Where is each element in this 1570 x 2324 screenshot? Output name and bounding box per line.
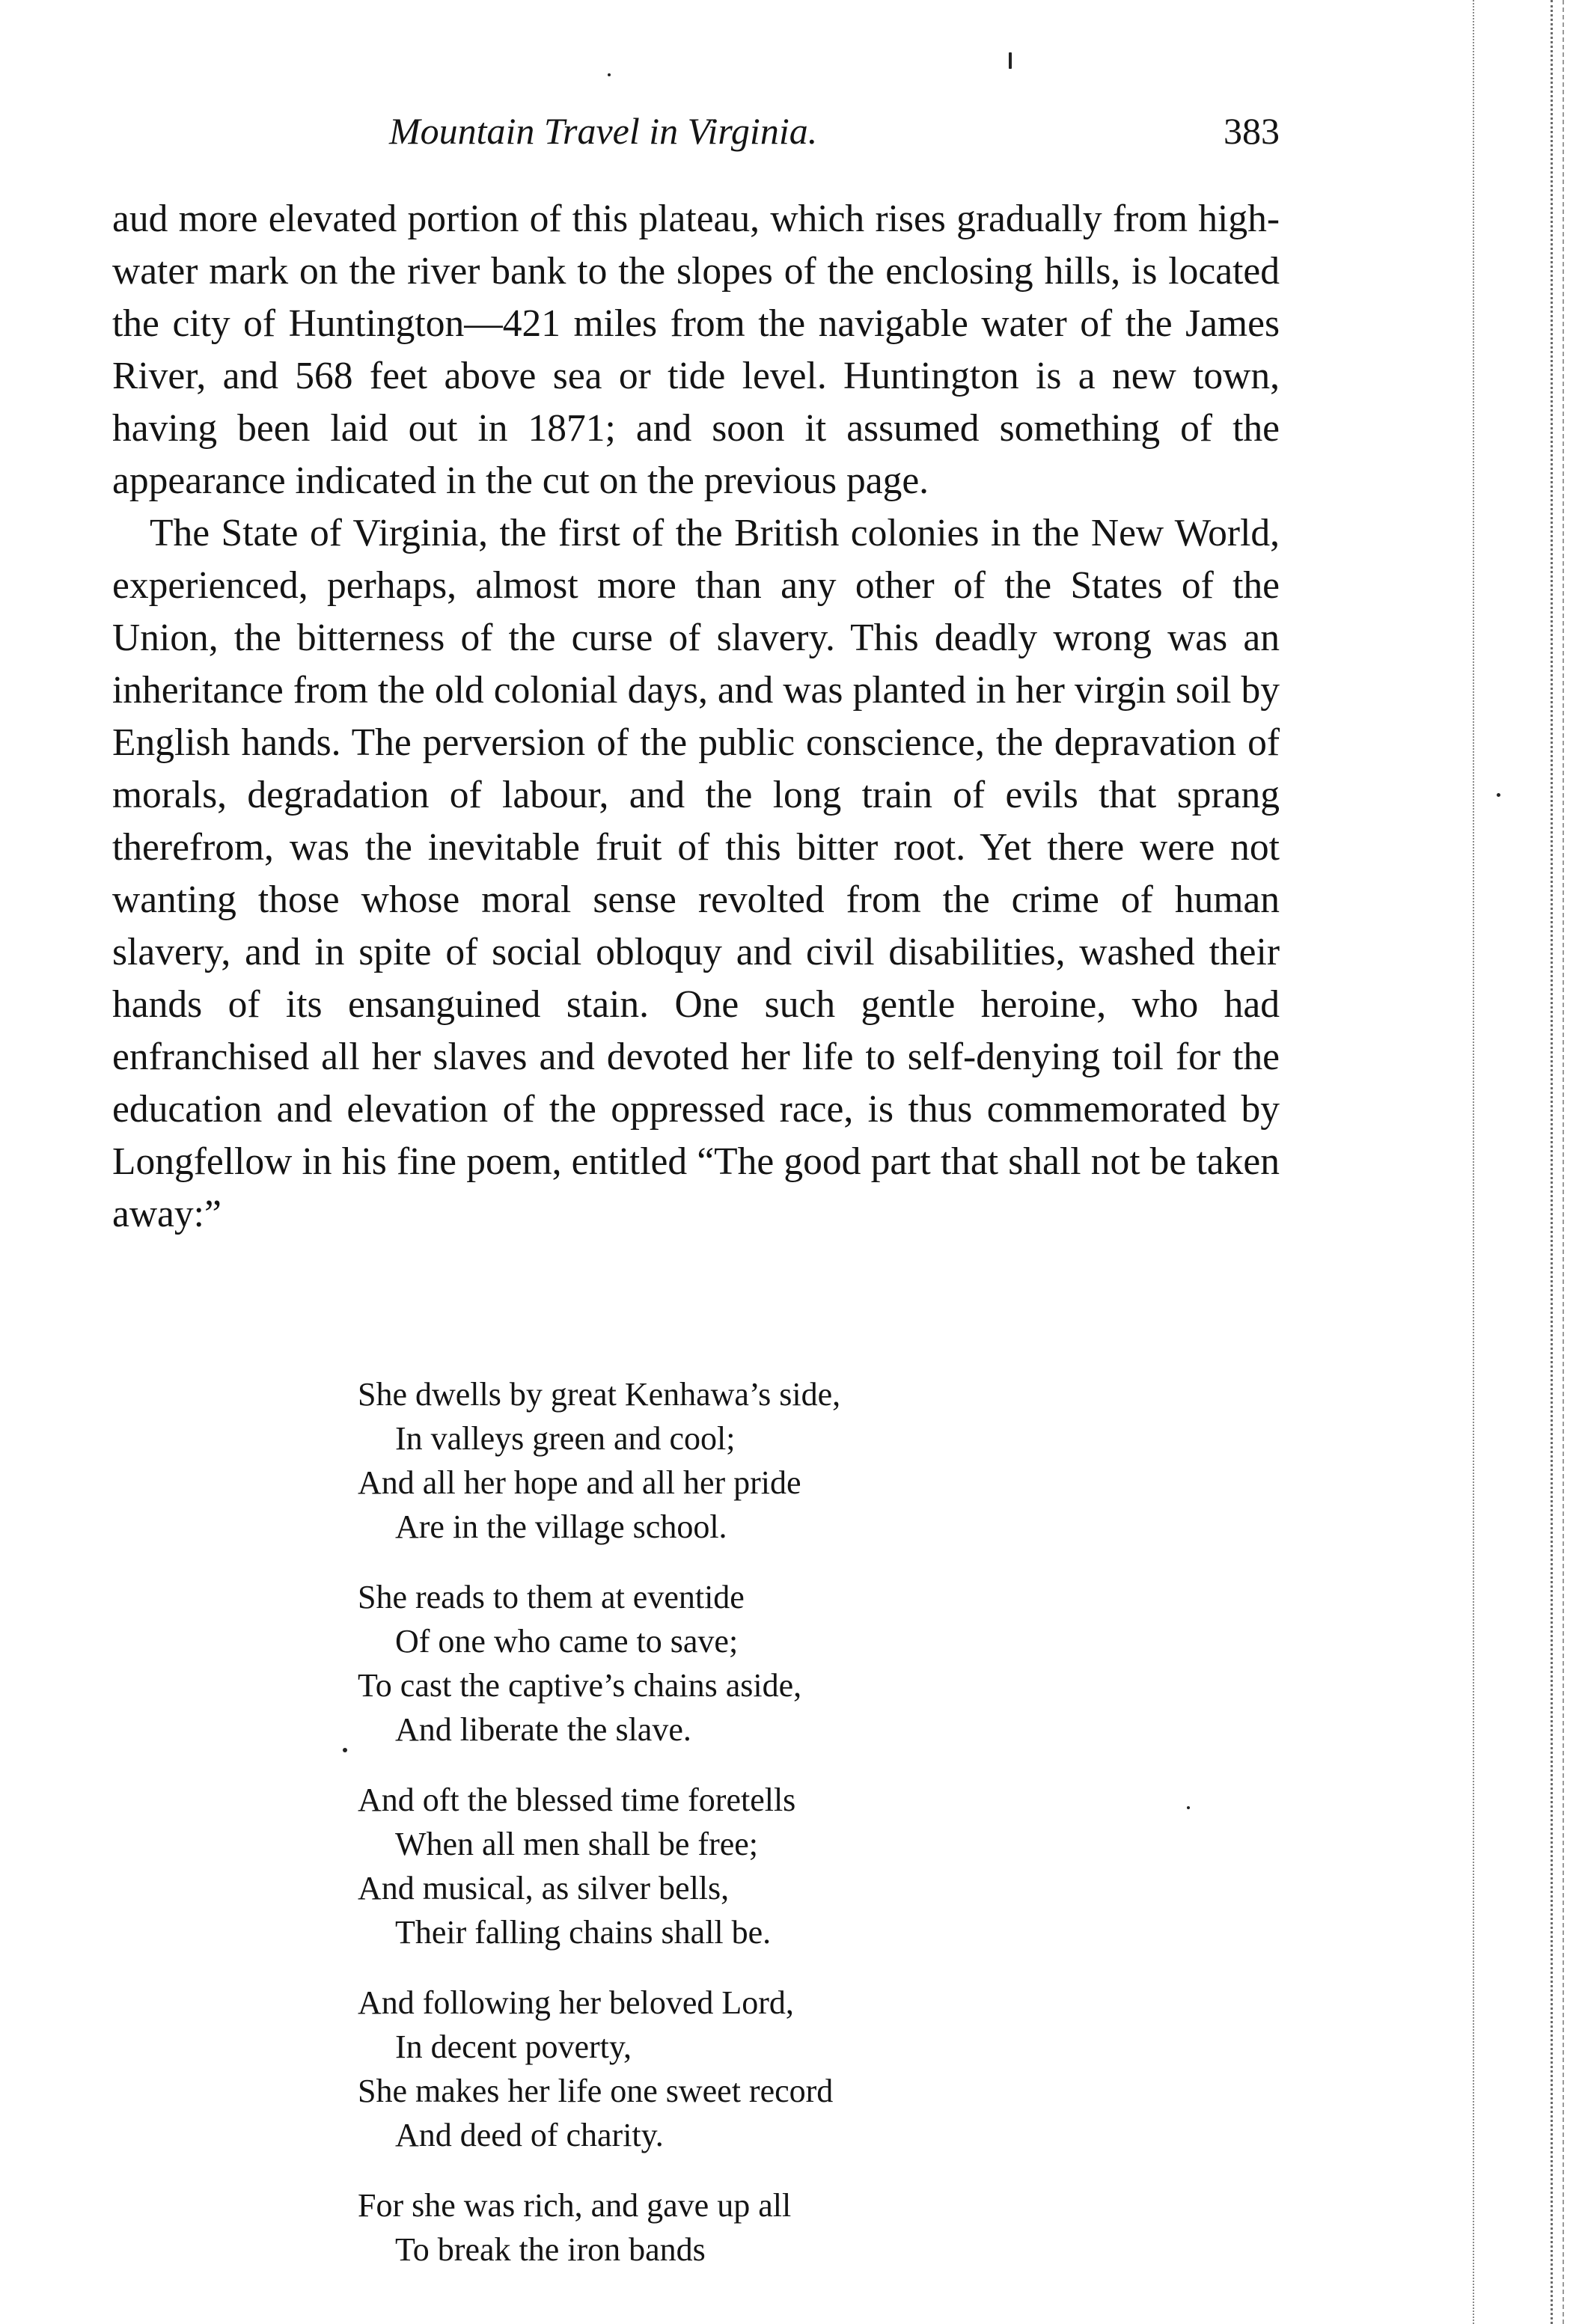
scan-speck: [608, 73, 611, 76]
page-edge-line: [1473, 0, 1474, 2324]
poem-line: In valleys green and cool;: [395, 1420, 736, 1457]
poem-line: And deed of charity.: [395, 2117, 664, 2153]
scan-speck: [1497, 793, 1500, 797]
poem-line: And musical, as silver bells,: [358, 1870, 730, 1906]
paragraph-continuation: aud more elevated portion of this plateau, which rises gradually from high-water mark on the river bank to the slopes of the enclosing hills, is located the city of Huntington—421 miles from the navigable water of the James River, and 568 feet above sea or tide level. Huntington is a new town, having been laid out in 1871; and soon it assumed something of the appearance indicated in the cut on the previous page.: [112, 198, 1280, 502]
binding-edge-line: [1551, 0, 1553, 2324]
poem-stanza: [358, 1778, 1031, 1954]
poem-line: She reads to them at eventide: [358, 1579, 745, 1615]
poem-line: To cast the captive’s chains aside,: [358, 1667, 802, 1704]
poem-excerpt: [358, 1372, 1031, 2298]
poem-line: And oft the blessed time foretells: [358, 1782, 796, 1818]
scan-speck: [343, 1748, 347, 1752]
poem-line: And following her beloved Lord,: [358, 1984, 794, 2021]
poem-line: For she was rich, and gave up all: [358, 2187, 792, 2224]
poem-line: And liberate the slave.: [395, 1711, 691, 1748]
scan-speck: [1187, 1806, 1190, 1809]
page-number: 383: [1224, 110, 1280, 152]
poem-line: Of one who came to save;: [395, 1623, 739, 1660]
scan-edge-line: [1563, 0, 1564, 2324]
poem-line: In decent poverty,: [395, 2028, 632, 2065]
poem-stanza: [358, 1372, 1031, 1549]
poem-line: She dwells by great Kenhawa’s side,: [358, 1376, 841, 1413]
poem-stanza: [358, 1575, 1031, 1752]
poem-line: Are in the village school.: [395, 1508, 727, 1545]
body-text: [112, 193, 1280, 1241]
running-header: [112, 105, 1280, 157]
poem-stanza: [358, 1981, 1031, 2157]
scan-speck: [1009, 52, 1012, 69]
running-title: Mountain Travel in Virginia.: [389, 110, 818, 152]
paragraph-virginia-slavery: The State of Virginia, the first of the British colonies in the New World, experienced, perhaps, almost more than any other of the States of the Union, the bitterness of the curse of slavery. This deadly wrong was an inheritance from the old colonial days, and was planted in her virgin soil by English hands. The perversion of the public conscience, the depravation of morals, degradation of labour, and the long train of evils that sprang therefrom, was the inevitable fruit of this bitter root. Yet there were not wanting those whose moral sense revolted from the crime of human slavery, and in spite of social obloquy and civil disabilities, washed their hands of its ensanguined stain. One such gentle heroine, who had enfranchised all her slaves and devoted her life to self-denying toil for the education and elevation of the oppressed race, is thus commemorated by Longfellow in his fine poem, entitled “The good part that shall not be taken away:”: [112, 512, 1280, 1235]
poem-line: Their falling chains shall be.: [395, 1914, 772, 1951]
poem-line: She makes her life one sweet record: [358, 2073, 834, 2109]
poem-line: And all her hope and all her pride: [358, 1464, 801, 1501]
poem-line: When all men shall be free;: [395, 1826, 759, 1862]
poem-line: To break the iron bands: [395, 2231, 706, 2268]
poem-stanza: [358, 2183, 1031, 2272]
